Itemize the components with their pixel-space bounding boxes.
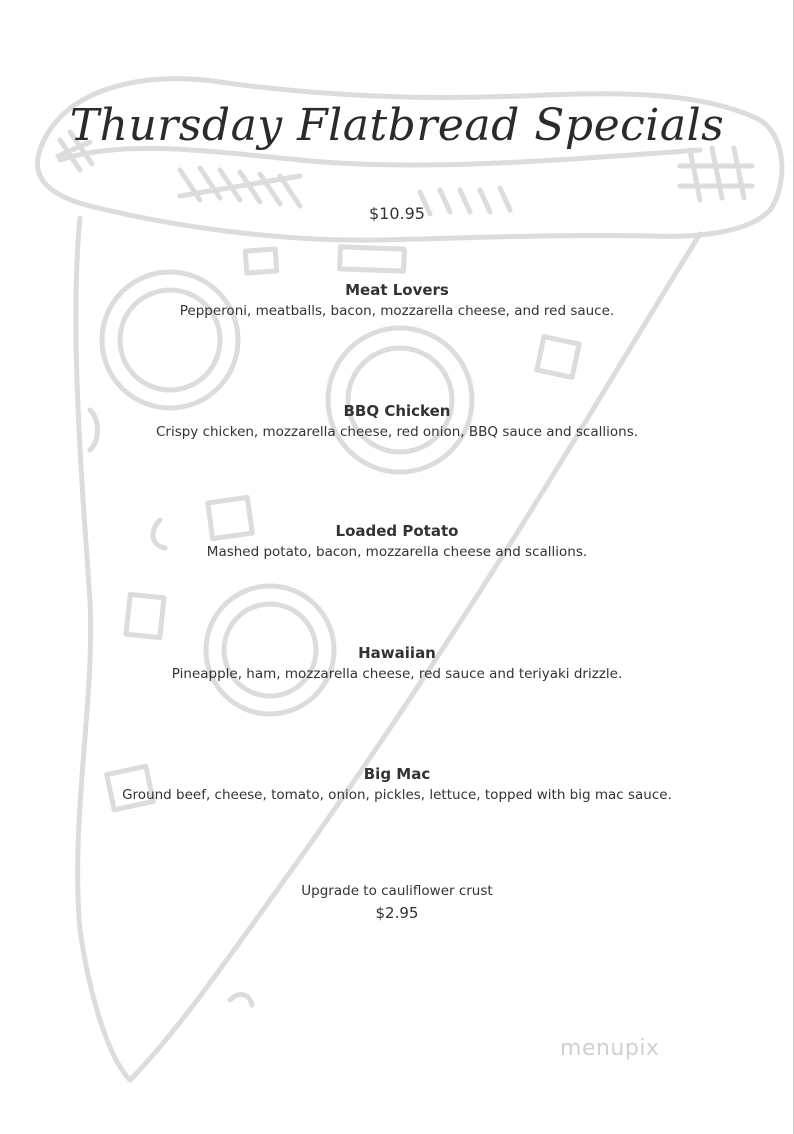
upgrade-section [0, 882, 794, 924]
item-name: Loaded Potato [335, 522, 459, 540]
upgrade-price: $2.95 [375, 904, 419, 922]
menu-item [0, 521, 794, 561]
item-name: Hawaiian [358, 644, 436, 662]
upgrade-label: Upgrade to cauliflower crust [301, 883, 493, 899]
item-name: Meat Lovers [345, 281, 449, 299]
item-description: Crispy chicken, mozzarella cheese, red onion, BBQ sauce and scallions. [155, 424, 639, 440]
menu-item [0, 764, 794, 804]
item-description: Pepperoni, meatballs, bacon, mozzarella cheese, and red sauce. [179, 303, 615, 319]
special-price: $10.95 [369, 204, 425, 223]
item-name: Big Mac [363, 765, 431, 783]
menu-item [0, 643, 794, 683]
watermark-logo: menupix [560, 1036, 660, 1061]
item-description: Mashed potato, bacon, mozzarella cheese and scallions. [206, 544, 588, 560]
item-description: Pineapple, ham, mozzarella cheese, red sauce and teriyaki drizzle. [171, 666, 623, 682]
menu-item [0, 280, 794, 320]
item-name: BBQ Chicken [343, 402, 451, 420]
menu-item [0, 401, 794, 441]
item-description: Ground beef, cheese, tomato, onion, pickles, lettuce, topped with big mac sauce. [122, 787, 672, 803]
page-title: Thursday Flatbread Specials [69, 100, 725, 151]
